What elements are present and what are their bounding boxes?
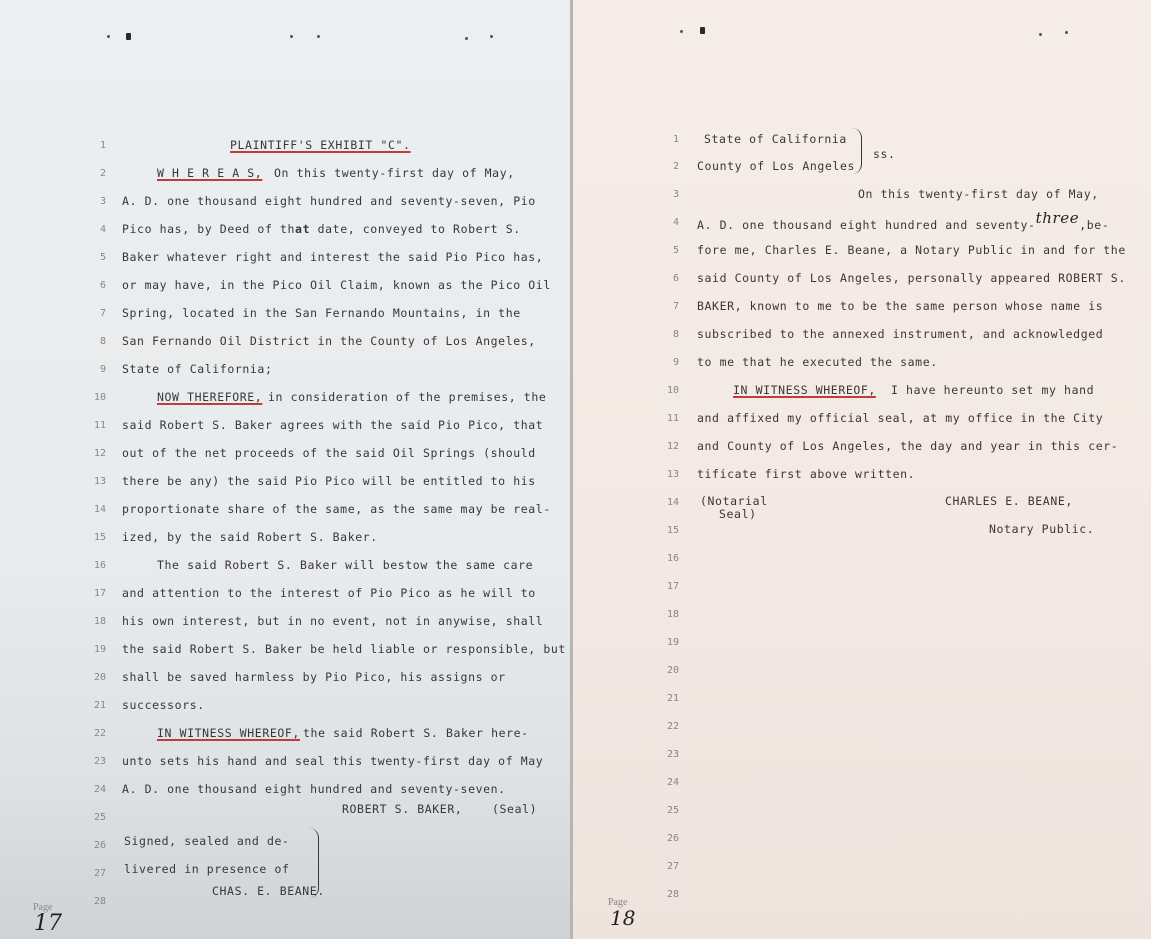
text-line: his own interest, but in no event, not in anywise, shall <box>122 614 544 628</box>
text-line: unto sets his hand and seal this twenty-first day of May <box>122 754 544 768</box>
line-number: 5 <box>99 252 106 263</box>
text-line: subscribed to the annexed instrument, and acknowledged <box>697 327 1104 341</box>
text-line: fore me, Charles E. Beane, a Notary Public in and for the <box>697 243 1126 257</box>
text-line: said Robert S. Baker agrees with the said Pio Pico, that <box>122 418 544 432</box>
ss-label: ss. <box>873 147 896 161</box>
line-number: 18 <box>93 616 106 627</box>
text-line: I have hereunto set my hand <box>891 383 1095 397</box>
whereas-heading: W H E R E A S, <box>157 166 263 180</box>
text-line: Baker whatever right and interest the said Pio Pico has, <box>122 250 544 264</box>
text-line: Signed, sealed and de- <box>124 834 290 848</box>
text-line: there be any) the said Pio Pico will be entitled to his <box>122 474 536 488</box>
line-number: 16 <box>93 560 106 571</box>
text-line: the said Robert S. Baker be held liable or responsible, but <box>122 642 566 656</box>
venue-county: County of Los Angeles <box>697 159 855 173</box>
page-label: Page <box>33 902 53 913</box>
line-number: 7 <box>99 308 106 319</box>
text-line: and attention to the interest of Pio Pico as he will to <box>122 586 536 600</box>
line-number: 6 <box>99 280 106 291</box>
exhibit-title: PLAINTIFF'S EXHIBIT "C". <box>230 138 411 152</box>
left-page <box>0 0 570 939</box>
line-number: 12 <box>93 448 106 459</box>
line-number: 2 <box>99 168 106 179</box>
in-witness-heading: IN WITNESS WHEREOF, <box>733 383 876 397</box>
text-line: and affixed my official seal, at my office in the City <box>697 411 1104 425</box>
line-number: 27 <box>93 868 106 879</box>
handwritten-correction: three <box>1035 209 1080 227</box>
text-line: San Fernando Oil District in the County of Los Angeles, <box>122 334 536 348</box>
text-line: to me that he executed the same. <box>697 355 938 369</box>
line-number: 25 <box>666 805 679 816</box>
text-line: livered in presence of <box>124 862 290 876</box>
text-line: out of the net proceeds of the said Oil Springs (should <box>122 446 536 460</box>
punch-hole-mark <box>317 35 320 38</box>
line-number: 23 <box>93 756 106 767</box>
notary-name: CHARLES E. BEANE, <box>945 494 1073 508</box>
text-line: State of California; <box>122 362 273 376</box>
seal-label: (Seal) <box>492 802 538 816</box>
text-line: On this twenty-first day of May, <box>858 187 1099 201</box>
notarial-seal-label: Seal) <box>719 507 757 521</box>
line-number: 24 <box>93 784 106 795</box>
line-number: 11 <box>666 413 679 424</box>
line-number: 5 <box>672 245 679 256</box>
text-line: A. D. one thousand eight hundred and seventy-three,be- <box>697 209 1110 232</box>
line-number: 11 <box>93 420 106 431</box>
text-line: On this twenty-first day of May, <box>274 166 515 180</box>
line-number: 28 <box>93 896 106 907</box>
line-number: 7 <box>672 301 679 312</box>
text-line: A. D. one thousand eight hundred and seventy-seven, Pio <box>122 194 536 208</box>
text-line: The said Robert S. Baker will bestow the same care <box>157 558 534 572</box>
line-number: 15 <box>93 532 106 543</box>
line-number: 1 <box>672 134 679 145</box>
line-number: 24 <box>666 777 679 788</box>
punch-hole-mark <box>290 35 293 38</box>
text-line: successors. <box>122 698 205 712</box>
line-number: 1 <box>99 140 106 151</box>
punch-hole-mark <box>465 37 468 40</box>
now-therefore-heading: NOW THEREFORE, <box>157 390 263 404</box>
line-number: 21 <box>666 693 679 704</box>
line-number: 26 <box>93 840 106 851</box>
signature-name: ROBERT S. BAKER, <box>342 802 463 816</box>
punch-hole-mark <box>680 30 683 33</box>
line-number: 19 <box>666 637 679 648</box>
witness-name: CHAS. E. BEANE. <box>212 884 325 898</box>
line-number: 28 <box>666 889 679 900</box>
page-number: 18 <box>610 906 636 930</box>
punch-hole-mark <box>1039 33 1042 36</box>
text-line: BAKER, known to me to be the same person whose name is <box>697 299 1104 313</box>
line-number: 18 <box>666 609 679 620</box>
text-line: ized, by the said Robert S. Baker. <box>122 530 378 544</box>
line-number: 14 <box>666 497 679 508</box>
text-line: in consideration of the premises, the <box>268 390 547 404</box>
line-number: 4 <box>99 224 106 235</box>
text-line: said County of Los Angeles, personally appeared ROBERT S. <box>697 271 1126 285</box>
in-witness-heading: IN WITNESS WHEREOF, <box>157 726 300 740</box>
punch-hole-mark <box>700 27 705 34</box>
line-number: 26 <box>666 833 679 844</box>
line-number: 20 <box>93 672 106 683</box>
venue-state: State of California <box>704 132 847 146</box>
text-line: Spring, located in the San Fernando Mountains, in the <box>122 306 521 320</box>
line-number: 17 <box>93 588 106 599</box>
text-line: A. D. one thousand eight hundred and seventy-seven. <box>122 782 506 796</box>
line-number: 19 <box>93 644 106 655</box>
line-number: 9 <box>672 357 679 368</box>
line-number: 21 <box>93 700 106 711</box>
brace-mark <box>851 128 862 174</box>
line-number: 13 <box>666 469 679 480</box>
text-line: or may have, in the Pico Oil Claim, known as the Pico Oil <box>122 278 551 292</box>
line-number: 9 <box>99 364 106 375</box>
page-label: Page <box>608 897 628 908</box>
line-number: 8 <box>672 329 679 340</box>
line-number: 6 <box>672 273 679 284</box>
line-number: 10 <box>93 392 106 403</box>
notarial-seal-label: (Notarial <box>700 494 768 508</box>
line-number: 23 <box>666 749 679 760</box>
page-number: 17 <box>34 911 62 936</box>
punch-hole-mark <box>107 35 110 38</box>
line-number: 15 <box>666 525 679 536</box>
line-number: 20 <box>666 665 679 676</box>
line-number: 14 <box>93 504 106 515</box>
text-line: proportionate share of the same, as the same may be real- <box>122 502 551 516</box>
line-number: 27 <box>666 861 679 872</box>
line-number: 12 <box>666 441 679 452</box>
punch-hole-mark <box>490 35 493 38</box>
line-number: 22 <box>666 721 679 732</box>
line-number: 17 <box>666 581 679 592</box>
line-number: 22 <box>93 728 106 739</box>
text-line: the said Robert S. Baker here- <box>303 726 529 740</box>
text-line: Pico has, by Deed of that date, conveyed to Robert S. <box>122 222 521 236</box>
line-number: 2 <box>672 161 679 172</box>
text-line: and County of Los Angeles, the day and year in this cer- <box>697 439 1119 453</box>
punch-hole-mark <box>126 33 131 40</box>
line-number: 13 <box>93 476 106 487</box>
line-number: 8 <box>99 336 106 347</box>
line-number: 4 <box>672 217 679 228</box>
line-number: 16 <box>666 553 679 564</box>
line-number: 3 <box>99 196 106 207</box>
text-line: shall be saved harmless by Pio Pico, his assigns or <box>122 670 506 684</box>
line-number: 25 <box>93 812 106 823</box>
line-number: 3 <box>672 189 679 200</box>
right-page <box>573 0 1151 939</box>
punch-hole-mark <box>1065 31 1068 34</box>
text-line: tificate first above written. <box>697 467 916 481</box>
line-number: 10 <box>666 385 679 396</box>
notary-title: Notary Public. <box>989 522 1095 536</box>
